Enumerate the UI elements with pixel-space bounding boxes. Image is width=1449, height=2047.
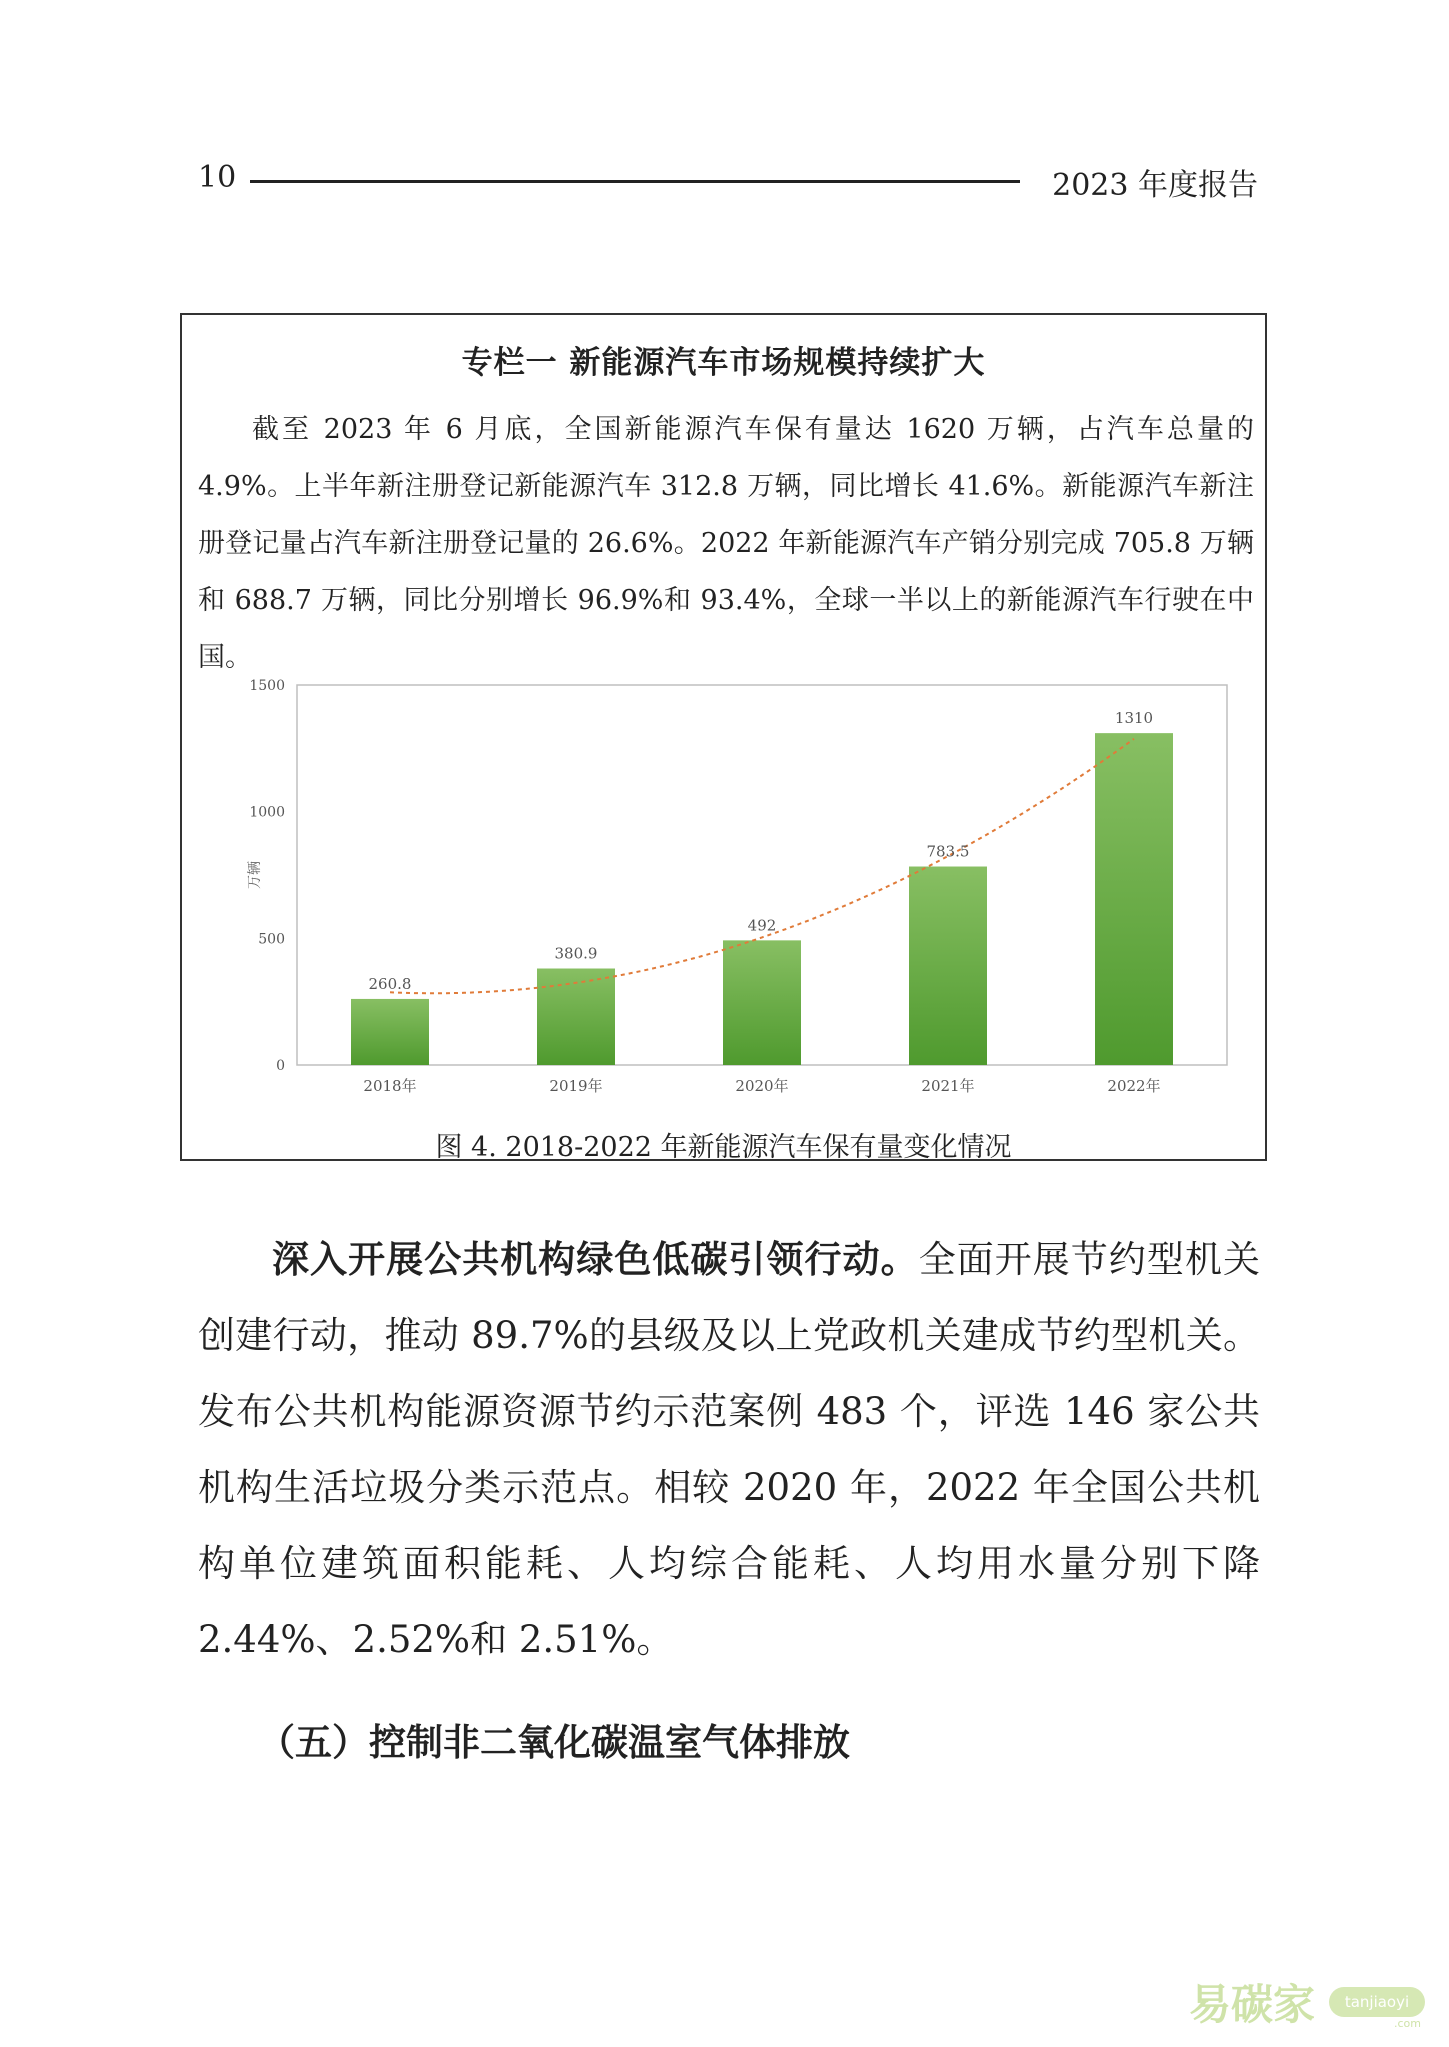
body-paragraph bbox=[198, 1222, 1260, 1678]
data-label: 380.9 bbox=[554, 944, 598, 963]
ev-ownership-bar-chart bbox=[202, 675, 1252, 1115]
y-tick-label: 1000 bbox=[249, 804, 285, 821]
bar bbox=[1095, 733, 1173, 1065]
x-tick-label: 2022年 bbox=[1107, 1077, 1161, 1095]
header-rule bbox=[250, 180, 1020, 183]
box-title: 专栏一 新能源汽车市场规模持续扩大 bbox=[461, 345, 986, 381]
data-label: 260.8 bbox=[368, 974, 412, 993]
y-tick-label: 1500 bbox=[249, 678, 285, 694]
report-title: 2023 年度报告 bbox=[1052, 168, 1258, 203]
figure-caption: 图 4. 2018-2022 年新能源汽车保有量变化情况 bbox=[435, 1132, 1012, 1163]
page-number: 10 bbox=[198, 160, 237, 195]
data-label: 1310 bbox=[1114, 709, 1154, 728]
data-label: 492 bbox=[747, 916, 777, 935]
y-axis-label: 万辆 bbox=[247, 861, 263, 889]
bar bbox=[909, 867, 987, 1065]
box-body-text: 截至 2023 年 6 月底，全国新能源汽车保有量达 1620 万辆，占汽车总量的 4.9%。上半年新注册登记新能源汽车 312.8 万辆，同比增长 41.6%。新能源汽车新注册登记量占汽车新注册登记量的 26.6%。2022 年新能源汽车产销分别完成 705.8 万辆和 688.7 万辆，同比分别增长 96.9%和 93.4%，全球一半以上的新能源汽车行驶在中国。 bbox=[198, 414, 1254, 673]
y-tick-label: 0 bbox=[276, 1058, 285, 1074]
y-tick-label: 500 bbox=[258, 931, 285, 948]
bar bbox=[723, 940, 801, 1065]
bar bbox=[351, 999, 429, 1065]
page-header bbox=[198, 160, 1258, 203]
watermark-brand: 易碳家 bbox=[1189, 1980, 1316, 2029]
data-label: 783.5 bbox=[926, 842, 970, 861]
x-tick-label: 2020年 bbox=[735, 1077, 789, 1095]
watermark-logo bbox=[1189, 1973, 1429, 2033]
watermark-domain: tanjiaoyi bbox=[1344, 1993, 1410, 2011]
special-column-box bbox=[180, 313, 1267, 1161]
x-tick-label: 2019年 bbox=[549, 1077, 603, 1095]
x-tick-label: 2021年 bbox=[921, 1077, 975, 1095]
watermark-suffix: .com bbox=[1394, 2017, 1421, 2030]
x-tick-label: 2018年 bbox=[363, 1077, 417, 1095]
paragraph-lead: 深入开展公共机构绿色低碳引领行动。 bbox=[272, 1238, 919, 1281]
paragraph-text: 全面开展节约型机关创建行动，推动 89.7%的县级及以上党政机关建成节约型机关。发布公共机构能源资源节约示范案例 483 个，评选 146 家公共机构生活垃圾分类示范点。相较 2020 年，2022 年全国公共机构单位建筑面积能耗、人均综合能耗、人均用水量分别下降 2.44%、2.52%和 2.51%。 bbox=[198, 1238, 1261, 1661]
section-heading: （五）控制非二氧化碳温室气体排放 bbox=[258, 1721, 850, 1764]
